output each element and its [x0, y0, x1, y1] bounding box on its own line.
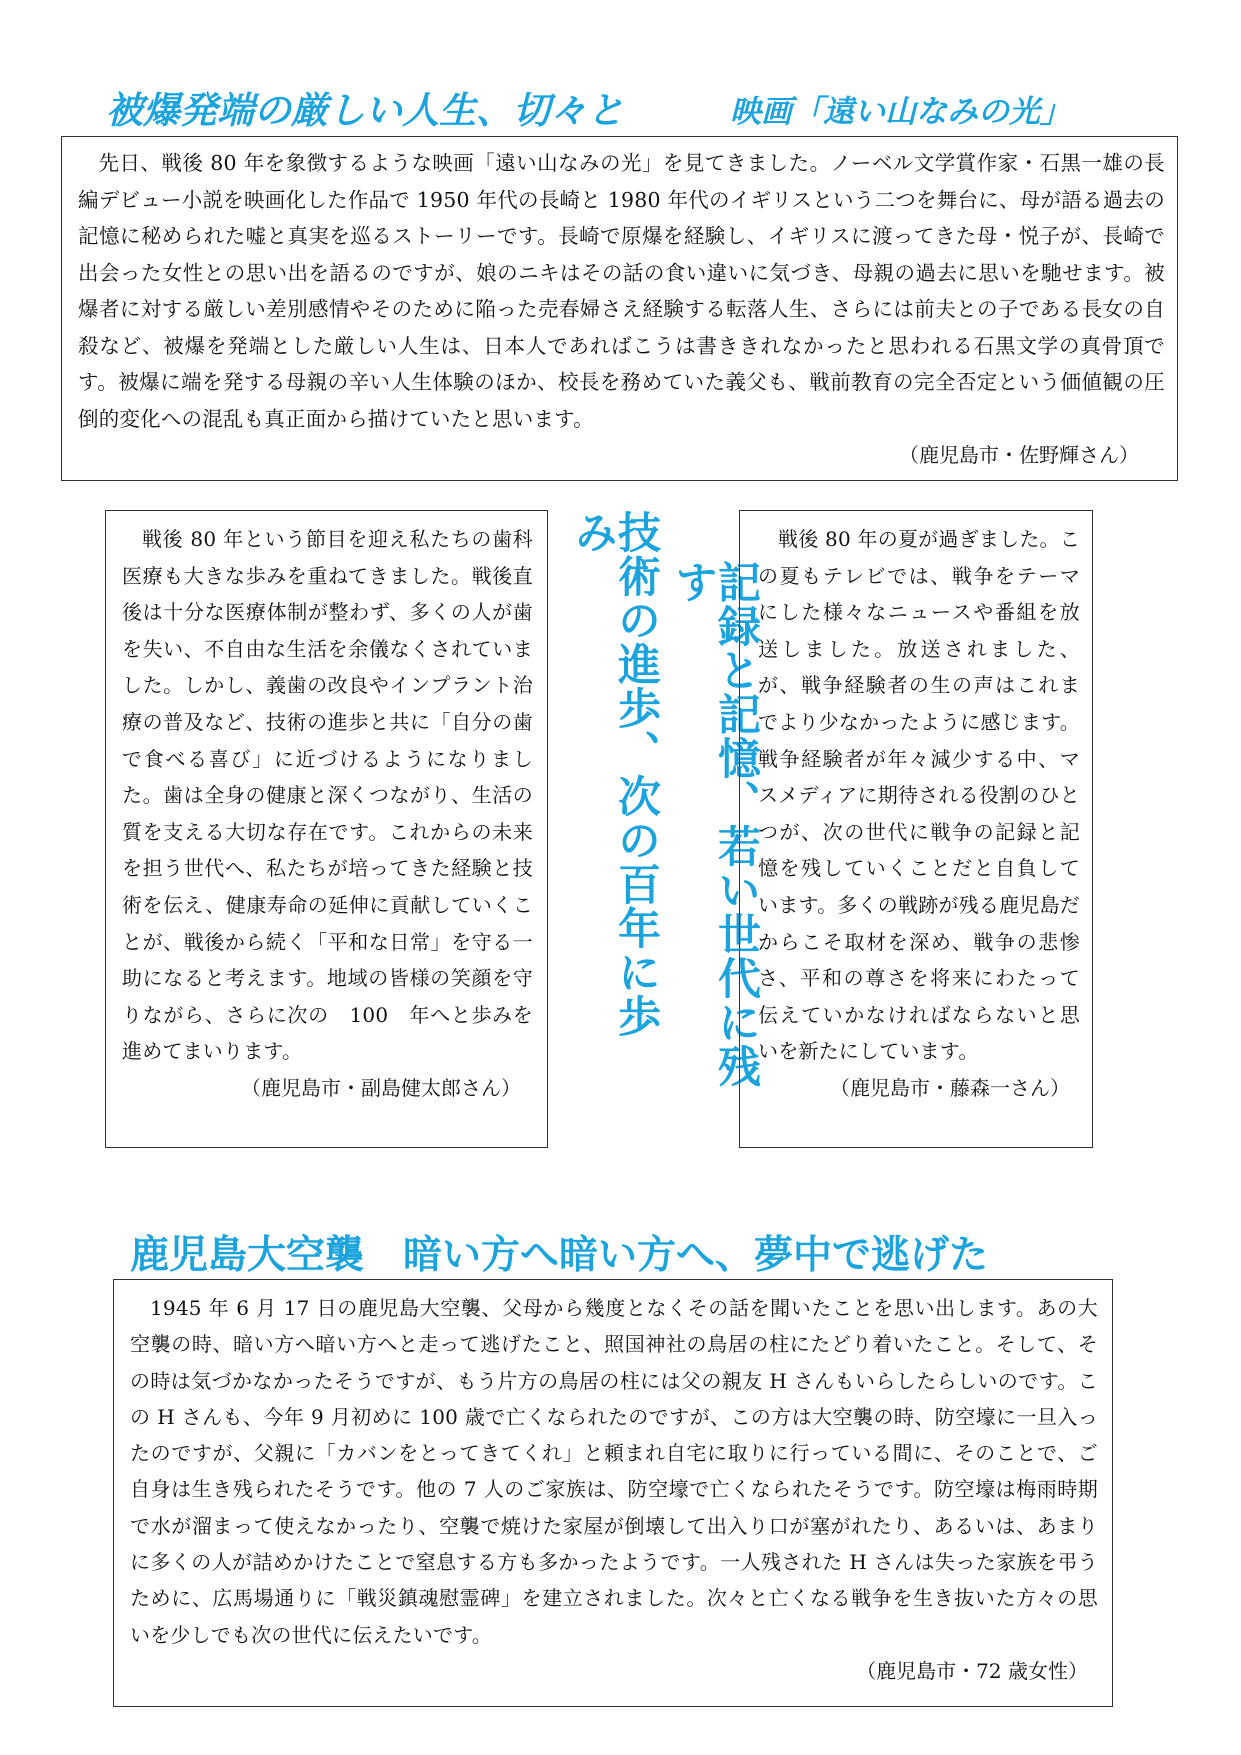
article1-credit: （鹿児島市・佐野輝さん）: [899, 443, 1139, 467]
article4-body: 1945 年 6 月 17 日の鹿児島大空襲、父母から幾度となくその話を聞いたことを思い出します。あの大空襲の時、暗い方へ暗い方へと走って逃げたこと、照国神社の鳥居の柱にたどり着いたこと。そして、その時は気づかなかったそうですが、もう片方の鳥居の柱には父の親友 H さんもいらしたらしいのです。この H さんも、今年 9 月初めに 100 歳で亡くなられたのですが、この方は大空襲の時、防空壕に一旦入ったのですが、父親に「カバンをとってきてくれ」と頼まれ自宅に取りに行っている間に、そのことで、ご自身は生き残られたそうです。他の 7 人のご家族は、防空壕で亡くなられたそうです。防空壕は梅雨時期で水が溜まって使えなかったり、空襲で焼けた家屋が倒壊して出入り口が塞がれたり、あるいは、あまりに多くの人が詰めかけたことで窒息する方も多かったようです。一人残された H さんは失った家族を弔うために、広馬場通りに「戦災鎮魂慰霊碑」を建立されました。次々と亡くなる戦争を生き抜いた方々の思いを少しでも次の世代に伝えたいです。: [130, 1296, 1098, 1647]
article1-headline: 被爆発端の厳しい人生、切々と: [106, 89, 624, 132]
article4-box: [113, 1279, 1113, 1707]
article4-credit: （鹿児島市・72 歳女性）: [856, 1658, 1088, 1683]
article3-box: [739, 510, 1093, 1148]
article2-box: [105, 510, 548, 1148]
article3-credit: （鹿児島市・藤森一さん）: [830, 1075, 1070, 1100]
article1-box: [61, 136, 1178, 481]
article2-body: 戦後 80 年という節目を迎え私たちの歯科医療も大きな歩みを重ねてきました。戦後直後は十分な医療体制が整わず、多くの人が歯を失い、不自由な生活を余儀なくされていました。しかし、義歯の改良やインプラント治療の普及など、技術の進歩と共に「自分の歯で食べる喜び」に近づけるようになりました。歯は全身の健康と深くつながり、生活の質を支える大切な存在です。これからの未来を担う世代へ、私たちが培ってきた経験と技術を伝え、健康寿命の延伸に貢献していくことが、戦後から続く「平和な日常」を守る一助になると考えます。地域の皆様の笑顔を守りながら、さらに次の 100 年へと歩みを進めてまいります。: [122, 527, 533, 1064]
article2-title: 技術の進歩、次の百年に歩み: [568, 510, 661, 1038]
article2-credit: （鹿児島市・副島健太郎さん）: [241, 1075, 521, 1100]
article3-title: 記録と記憶、若い世代に残す: [668, 560, 761, 1088]
article4-headline: 鹿児島大空襲 暗い方へ暗い方へ、夢中で逃げた: [130, 1233, 989, 1278]
article1-subheadline: 映画「遠い山なみの光」: [730, 94, 1071, 130]
article1-body: 先日、戦後 80 年を象徴するような映画「遠い山なみの光」を見てきました。ノーベル文学賞作家・石黒一雄の長編デビュー小説を映画化した作品で 1950 年代の長崎と 1980 年代のイギリスという二つを舞台に、母が語る過去の記憶に秘められた嘘と真実を巡るストーリーです。長崎で原爆を経験し、イギリスに渡ってきた母・悦子が、長崎で出会った女性との思い出を語るのですが、娘のニキはその話の食い違いに気づき、母親の過去に思いを馳せます。被爆者に対する厳しい差別感情やそのために陥った売春婦さえ経験する転落人生、さらには前夫との子である長女の自殺など、被爆を発端とした厳しい人生は、日本人であればこうは書ききれなかったと思われる石黒文学の真骨頂です。被爆に端を発する母親の辛い人生体験のほか、校長を務めていた義父も、戦前教育の完全否定という価値観の圧倒的変化への混乱も真正面から描けていたと思います。: [78, 151, 1165, 431]
article3-body: 戦後 80 年の夏が過ぎました。この夏もテレビでは、戦争をテーマにした様々なニュースや番組を放送しました。放送されました、が、戦争経験者の生の声はこれまでより少なかったように感じます。戦争経験者が年々減少する中、マスメディアに期待される役割のひとつが、次の世代に戦争の記録と記憶を残していくことだと自負しています。多くの戦跡が残る鹿児島だからこそ取材を深め、戦争の悲惨さ、平和の尊さを将来にわたって伝えていかなければならないと思いを新たにしています。: [758, 527, 1080, 1064]
